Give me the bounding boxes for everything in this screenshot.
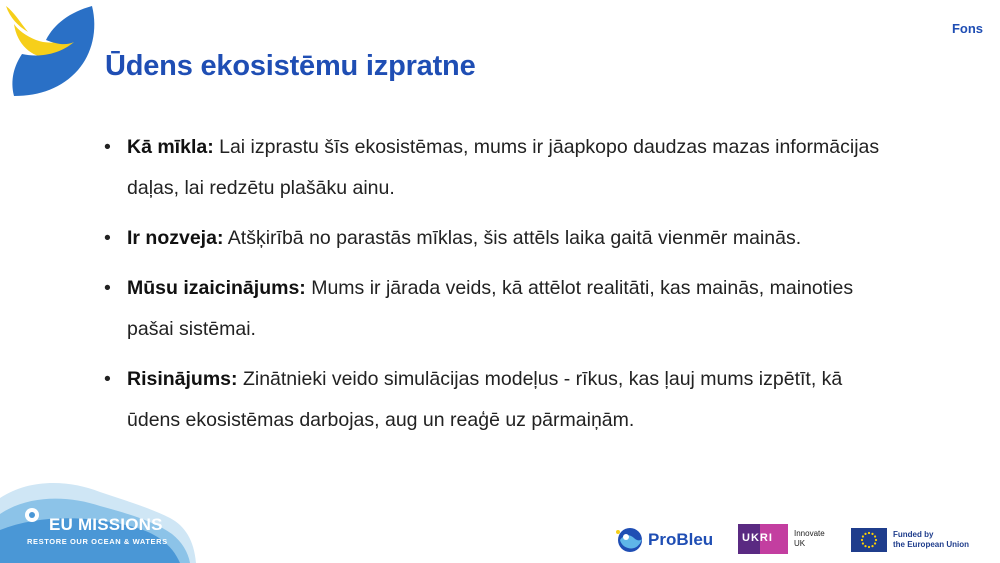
- bullet-text: Mums ir jārada veids, kā attēlot realitāti, kas mainās, mainoties pašai sistēmai.: [127, 277, 854, 340]
- bullet-dot: •: [104, 136, 111, 158]
- innovate-uk-line2: UK: [794, 539, 806, 548]
- eu-funded-label: [893, 530, 969, 550]
- eu-missions-title: EU MISSIONS: [49, 515, 163, 534]
- eu-funded-logo: [851, 528, 969, 552]
- bullet-text: Lai izprastu šīs ekosistēmas, mums ir jāapkopo daudzas mazas informācijas daļas, lai redzētu plašāku ainu.: [127, 136, 880, 199]
- bullet-dot: •: [104, 277, 111, 299]
- brand-corner-logo: [0, 0, 100, 100]
- innovate-uk-label: [794, 529, 825, 549]
- eu-flag-icon: [851, 528, 887, 552]
- probleu-label: ProBleu: [648, 530, 714, 549]
- innovate-uk-logo: [738, 524, 825, 554]
- section-tag: Fons: [951, 21, 983, 36]
- page-title: Ūdens ekosistēmu izpratne: [105, 50, 476, 82]
- bullet-text: Atšķirībā no parastās mīklas, šis attēls laika gaitā vienmēr mainās.: [223, 227, 802, 249]
- probleu-logo: [615, 526, 713, 554]
- eu-funded-line2: the European Union: [893, 540, 969, 549]
- bullet-dot: •: [104, 368, 111, 390]
- ukri-mark: [738, 524, 788, 554]
- bullet-term: Kā mīkla:: [127, 136, 214, 158]
- bullet-dot: •: [104, 227, 111, 249]
- ukri-logo-text: UKRI: [742, 532, 773, 544]
- bullet-text: Zinātnieki veido simulācijas modeļus - rīkus, kas ļauj mums izpētīt, kā ūdens ekosistēmas darbojas, aug un reaģē uz pārmaiņām.: [127, 368, 843, 431]
- bullet-item: [100, 359, 900, 441]
- eu-funded-line1: Funded by: [893, 530, 934, 539]
- bullet-term: Risinājums:: [127, 368, 238, 390]
- eu-missions-subtitle: RESTORE OUR OCEAN & WATERS: [27, 537, 168, 546]
- bullet-item: [100, 268, 900, 350]
- probleu-icon: [615, 526, 645, 554]
- bullet-item: [100, 127, 900, 209]
- bullet-term: Ir nozveja:: [127, 227, 224, 249]
- bullet-term: Mūsu izaicinājums:: [127, 277, 306, 299]
- bullet-item: [100, 218, 900, 259]
- bullet-list: [100, 127, 900, 450]
- innovate-uk-line1: Innovate: [794, 529, 825, 538]
